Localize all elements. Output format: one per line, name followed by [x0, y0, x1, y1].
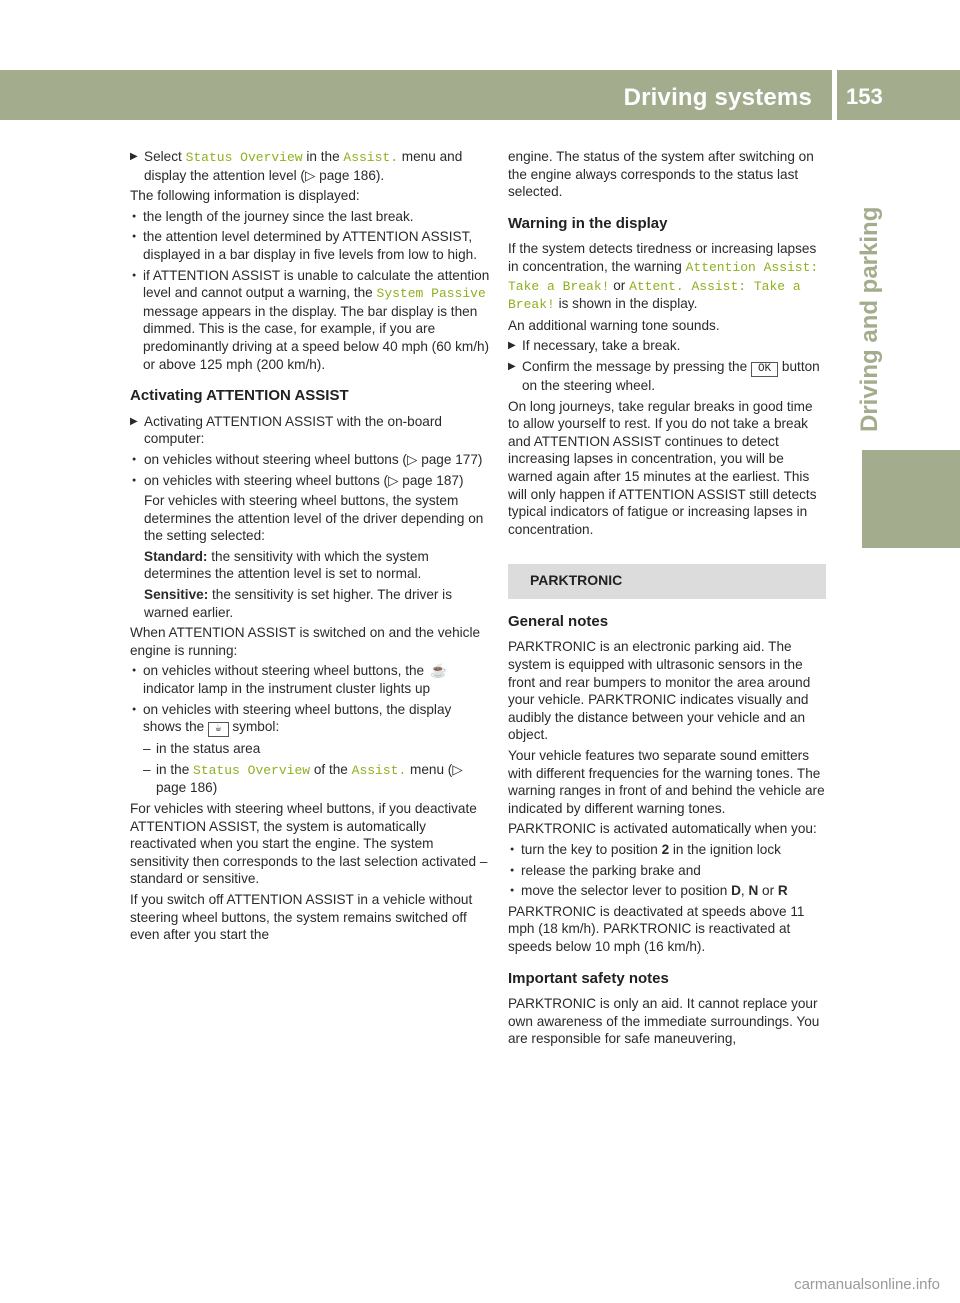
list-item: ● if ATTENTION ASSIST is unable to calculate the attention level and cannot output a warning, the System Passive message appears in the display. The bar display is then dimmed. This is the case, for example, if you are predominantly driving at a speed below 40 mph (60 km/h) or above 125 mph (200 km/h). [130, 267, 492, 374]
paragraph: Standard: the sensitivity with which the system determines the attention level is set to normal. [144, 548, 429, 582]
heading-general-notes: General notes [508, 612, 609, 630]
list-item: – in the Status Overview of the Assist. menu (▷ page 186) [130, 761, 492, 797]
list-item: ● the length of the journey since the last break. [130, 208, 492, 226]
attention-assist-icon: ☕ [208, 722, 229, 737]
paragraph: For vehicles with steering wheel buttons, if you deactivate ATTENTION ASSIST, the system is automatically reactivated when you start the engine. The system sensitivity then corresponds to the last selection activated – standard or sensitive. [130, 801, 488, 887]
paragraph: PARKTRONIC is an electronic parking aid. The system is equipped with ultrasonic sensors in the front and rear bumpers to monitor the area around your vehicle. PARKTRONIC indicates visually and audibly the distance between your vehicle and an object. [508, 639, 811, 743]
step-take-break: ▶ If necessary, take a break. [508, 337, 826, 355]
ok-key-icon: OK [751, 362, 778, 377]
paragraph: PARKTRONIC is only an aid. It cannot replace your own awareness of the immediate surroundings. You are responsible for safe maneuvering, [508, 996, 820, 1047]
page-title: Driving systems [623, 84, 812, 111]
list-item: ● on vehicles without steering wheel buttons, the ☕ indicator lamp in the instrument cluster lights up [130, 662, 492, 697]
section-title-parktronic: PARKTRONIC [508, 564, 826, 599]
list-item: ● on vehicles without steering wheel buttons (▷ page 177) [130, 451, 492, 469]
paragraph: Sensitive: the sensitivity is set higher. The driver is warned earlier. [144, 587, 453, 620]
heading-activating: Activating ATTENTION ASSIST [130, 387, 349, 405]
paragraph: For vehicles with steering wheel buttons, the system determines the attention level of the driver depending on the setting selected: [144, 493, 484, 544]
step-activating: ▶ Activating ATTENTION ASSIST with the on-board computer: [130, 413, 492, 448]
list-item: ● release the parking brake and [508, 862, 826, 880]
list-item: ● on vehicles with steering wheel buttons (▷ page 187) [130, 472, 492, 490]
paragraph: The following information is displayed: [130, 188, 360, 204]
step-confirm: ▶ Confirm the message by pressing the OK button on the steering wheel. [508, 358, 826, 395]
paragraph: If the system detects tiredness or increasing lapses in concentration, the warning Attention Assist: Take a Break! or Attent. Assist: Take a Break! is shown in the display. [508, 241, 819, 313]
paragraph: Your vehicle features two separate sound emitters with different frequencies for the warning tones. The warning ranges in front of and behind the vehicle are indicated by different warning tones. [508, 748, 825, 816]
heading-safety-notes: Important safety notes [508, 969, 669, 987]
heading-warning: Warning in the display [508, 214, 668, 232]
list-item: – in the status area [130, 740, 492, 758]
list-item: ● on vehicles with steering wheel buttons, the display shows the ☕ symbol: [130, 701, 492, 738]
list-item: ● move the selector lever to position D, N or R [508, 882, 826, 900]
side-tab-marker [862, 450, 960, 548]
left-column [130, 148, 492, 947]
right-column [508, 148, 826, 1051]
paragraph: If you switch off ATTENTION ASSIST in a vehicle without steering wheel buttons, the system remains switched off even after you start the [130, 891, 473, 943]
paragraph: When ATTENTION ASSIST is switched on and the vehicle engine is running: [130, 625, 481, 658]
paragraph: PARKTRONIC is activated automatically when you: [508, 821, 817, 837]
paragraph: PARKTRONIC is deactivated at speeds above 11 mph (18 km/h). PARKTRONIC is reactivated at speeds below 10 mph (16 km/h). [508, 903, 805, 954]
paragraph: An additional warning tone sounds. [508, 317, 720, 333]
coffee-cup-icon: ☕ [430, 663, 448, 679]
list-item: ● the attention level determined by ATTENTION ASSIST, displayed in a bar display in five levels from low to high. [130, 228, 492, 263]
paragraph: On long journeys, take regular breaks in good time to allow yourself to rest. If you do not take a break and ATTENTION ASSIST continues to detect increasing lapses in concentration, you will be warned again after 15 minutes at the earliest. This will only happen if ATTENTION ASSIST still detects typical indicators of fatigue or increasing lapses in concentration. [508, 398, 817, 537]
page-number: 153 [846, 84, 883, 109]
watermark: carmanualsonline.info [794, 1276, 940, 1293]
paragraph: engine. The status of the system after switching on the engine always corresponds to the status last selected. [508, 149, 814, 200]
step-select-status: ▶ Select Status Overview in the Assist. menu and display the attention level (▷ page 186). [130, 148, 492, 184]
list-item: ● turn the key to position 2 in the ignition lock [508, 841, 826, 859]
side-tab-label: Driving and parking [856, 206, 883, 432]
